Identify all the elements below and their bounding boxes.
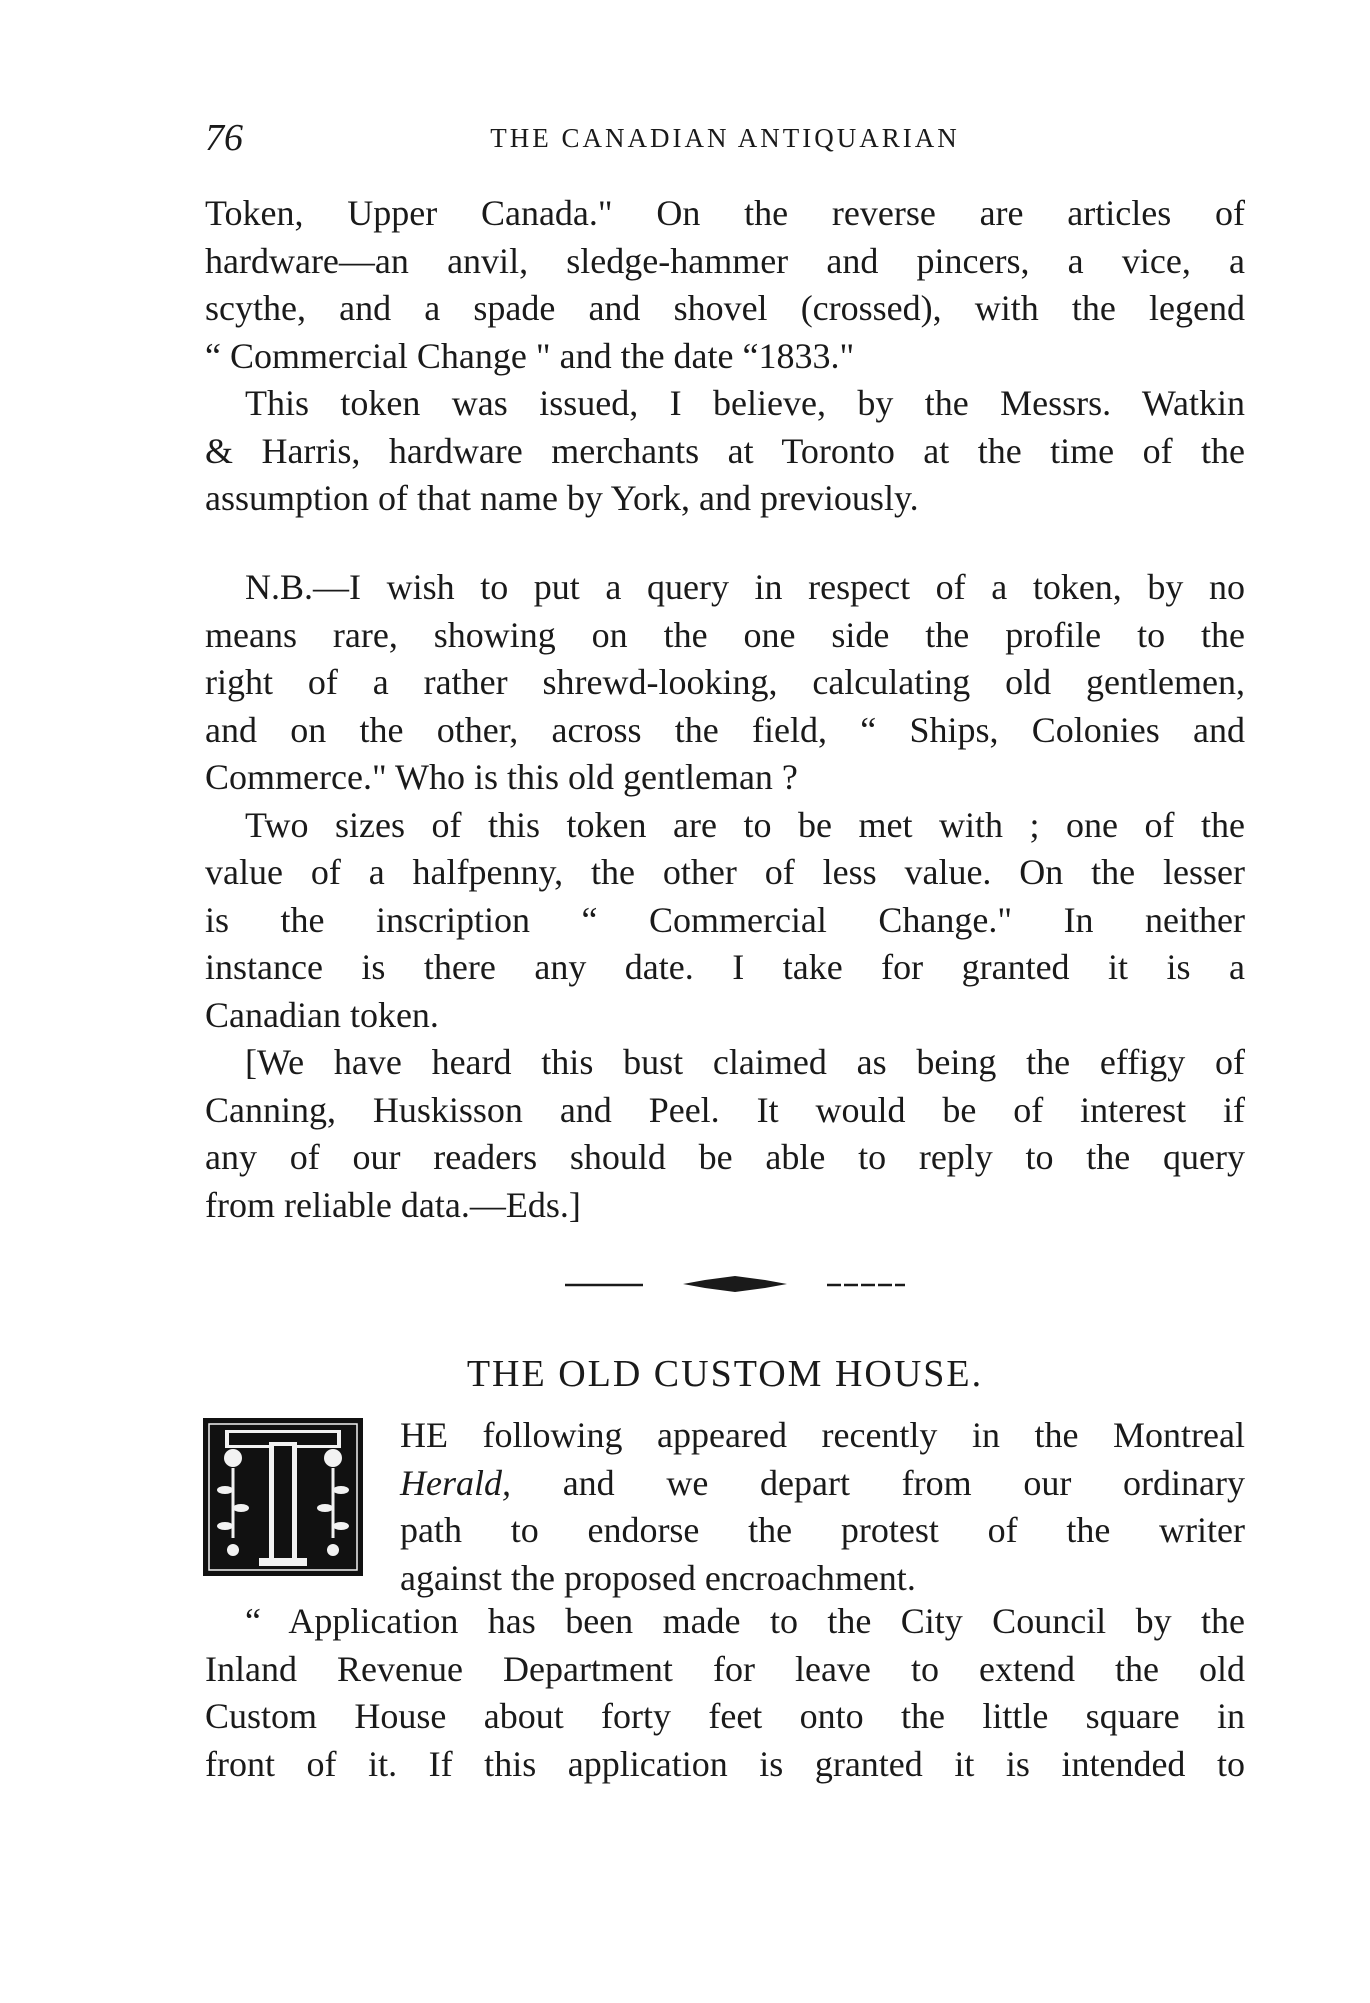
paragraph-quotation [205,1598,1245,1788]
text-line: means rare, showing on the one side the profile to the [205,614,1245,655]
paragraph-editors-note [205,1039,1245,1229]
text-block-upper [205,190,1245,523]
text-line: scythe, and a spade and shovel (crossed), with the legend [205,288,1245,328]
text-line: against the proposed encroachment. [400,1557,916,1598]
text-line: Commerce." Who is this old gentleman ? [205,757,798,797]
paragraph-token-issuer [205,380,1245,523]
journal-title: THE CANADIAN ANTIQUARIAN [490,123,960,153]
text-line: HE following appeared recently in the Montreal [400,1415,1245,1455]
text-line: Custom House about forty feet onto the little square in [205,1696,1245,1736]
text-line: assumption of that name by York, and previously. [205,478,919,518]
paragraph-nb-query [205,564,1245,802]
section-title: THE OLD CUSTOM HOUSE. [466,1353,984,1395]
text-line: This token was issued, I believe, by the Messrs. Watkin [245,383,1245,423]
text-line: Herald, and we depart from our ordinary [400,1462,1245,1503]
text-line: Inland Revenue Department for leave to extend the old [205,1648,1245,1689]
text-line: right of a rather shrewd-looking, calculating old gentlemen, [205,662,1245,702]
text-line: Token, Upper Canada." On the reverse are articles of [205,193,1245,233]
text-line: “ Commercial Change " and the date “1833." [205,335,855,376]
decorated-initial-t-icon [203,1418,363,1576]
text-line: and on the other, across the field, “ Ships, Colonies and [205,709,1245,750]
text-line: Two sizes of this token are to be met with ; one of the [245,804,1245,845]
text-line: is the inscription “ Commercial Change." In neither [205,899,1245,940]
section-divider-ornament [565,1272,905,1296]
paragraph-token-sizes [205,802,1245,1040]
text-line: Canning, Huskisson and Peel. It would be of interest if [205,1089,1245,1130]
text-line: from reliable data.—Eds.] [205,1184,581,1225]
text-line: & Harris, hardware merchants at Toronto at the time of the [205,430,1245,471]
text-line: Canadian token. [205,994,439,1035]
running-head [205,118,1245,158]
text-line: path to endorse the protest of the writer [400,1510,1245,1550]
text-block-quotation [205,1598,1245,1788]
page-number: 76 [205,117,243,159]
text-line: value of a halfpenny, the other of less value. On the lesser [205,852,1245,892]
text-line: “ Application has been made to the City Council by the [245,1601,1245,1641]
newspaper-name: Herald, [400,1462,511,1503]
text-line: front of it. If this application is granted it is intended to [205,1743,1245,1784]
text-line: instance is there any date. I take for granted it is a [205,947,1245,987]
text-line: [We have heard this bust claimed as being the effigy of [245,1042,1245,1082]
paragraph-token-reverse [205,190,1245,380]
text-block-query [205,564,1245,1229]
section-intro [400,1412,1245,1602]
text-line: any of our readers should be able to reply to the query [205,1137,1245,1177]
text-line: N.B.—I wish to put a query in respect of a token, by no [245,567,1245,607]
text-line: hardware—an anvil, sledge-hammer and pincers, a vice, a [205,240,1245,281]
paragraph-section-intro [400,1412,1245,1602]
